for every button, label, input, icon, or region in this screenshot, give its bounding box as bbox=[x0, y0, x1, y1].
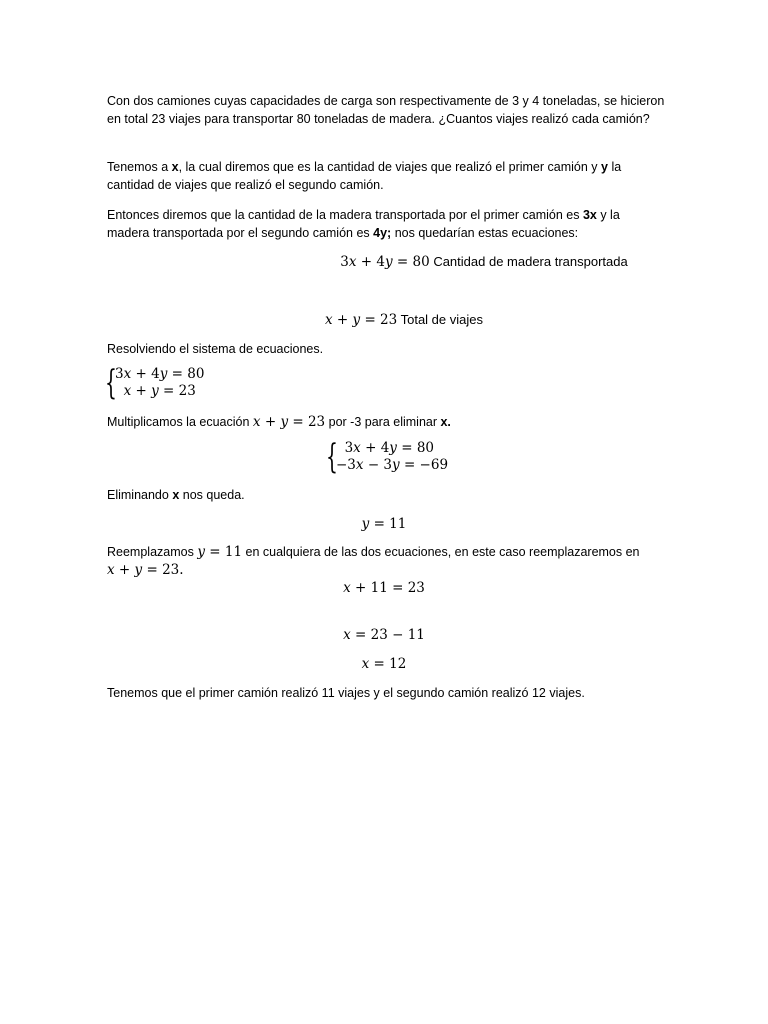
problem-line-2: en total 23 viajes para transportar 80 toneladas de madera. ¿Cuantos viajes realizó cada camión? bbox=[107, 112, 650, 126]
eliminating-line bbox=[107, 486, 667, 505]
then-3x: 3x bbox=[582, 208, 597, 222]
eliminating-var-x: x bbox=[172, 488, 180, 502]
replace-sum-eq: x + y = 23. bbox=[107, 562, 184, 578]
then-text-a: Entonces diremos que la cantidad de la madera transportada por el primer camión es bbox=[107, 208, 583, 222]
then-text-c: madera transportada por el segundo camión es bbox=[107, 226, 374, 240]
equation-2 bbox=[0, 311, 768, 329]
replace-text-b: en cualquiera de las dos ecuaciones, en este caso reemplazaremos en bbox=[242, 545, 640, 559]
multiply-text-b: por -3 para eliminar bbox=[325, 415, 441, 429]
replace-y-eq: y = 11 bbox=[197, 544, 243, 560]
conclusion: Tenemos que el primer camión realizó 11 viajes y el segundo camión realizó 12 viajes. bbox=[107, 686, 585, 700]
multiply-var-x: x. bbox=[440, 415, 451, 429]
system-1 bbox=[105, 363, 205, 403]
eq2-expression: x + y = 23 bbox=[324, 312, 398, 328]
equation-1 bbox=[0, 253, 768, 271]
intro-var-x: x bbox=[171, 160, 179, 174]
replace-text-a: Reemplazamos bbox=[107, 545, 198, 559]
eliminating-text-b: nos queda. bbox=[179, 488, 245, 502]
intro-line-1 bbox=[107, 158, 667, 177]
system-2 bbox=[326, 437, 449, 477]
solve-text: Resolviendo el sistema de ecuaciones. bbox=[107, 342, 324, 356]
multiply-text-a: Multiplicamos la ecuación bbox=[107, 415, 253, 429]
intro-text-c: la bbox=[607, 160, 622, 174]
system-2-row-1: 3x + 4y = 80 bbox=[336, 440, 434, 456]
brace-icon: { bbox=[105, 363, 117, 403]
then-text-d: nos quedarían estas ecuaciones: bbox=[391, 226, 579, 240]
system-1-row-2: x + y = 23 bbox=[123, 383, 196, 399]
eq1-expression: 3x + 4y = 80 bbox=[340, 254, 430, 270]
step-3: x = 12 bbox=[361, 656, 407, 672]
brace-icon: { bbox=[326, 437, 338, 477]
system-1-row-1: 3x + 4y = 80 bbox=[115, 366, 205, 382]
then-line-1 bbox=[107, 206, 667, 225]
replace-line-1 bbox=[107, 543, 667, 562]
then-text-b: y la bbox=[596, 208, 620, 222]
intro-text-b: , la cual diremos que es la cantidad de viajes que realizó el primer camión y bbox=[178, 160, 602, 174]
multiply-line bbox=[107, 413, 667, 432]
intro-text-a: Tenemos a bbox=[107, 160, 172, 174]
intro-var-y: y bbox=[601, 160, 608, 174]
intro-line-2: cantidad de viajes que realizó el segundo camión. bbox=[107, 178, 384, 192]
problem-line-1: Con dos camiones cuyas capacidades de carga son respectivamente de 3 y 4 toneladas, se hicieron bbox=[107, 94, 665, 108]
step-1: x + 11 = 23 bbox=[343, 580, 425, 596]
system-2-row-2: −3x − 3y = −69 bbox=[336, 457, 449, 473]
eliminating-text-a: Eliminando bbox=[107, 488, 173, 502]
then-4y: 4y; bbox=[373, 226, 392, 240]
multiply-equation: x + y = 23 bbox=[252, 414, 326, 430]
replace-line-2 bbox=[107, 561, 667, 580]
eq1-label: Cantidad de madera transportada bbox=[429, 254, 628, 269]
eq2-label: Total de viajes bbox=[397, 312, 483, 327]
y-result: y = 11 bbox=[361, 516, 407, 532]
then-line-2 bbox=[107, 224, 667, 243]
step-2: x = 23 − 11 bbox=[343, 627, 425, 643]
